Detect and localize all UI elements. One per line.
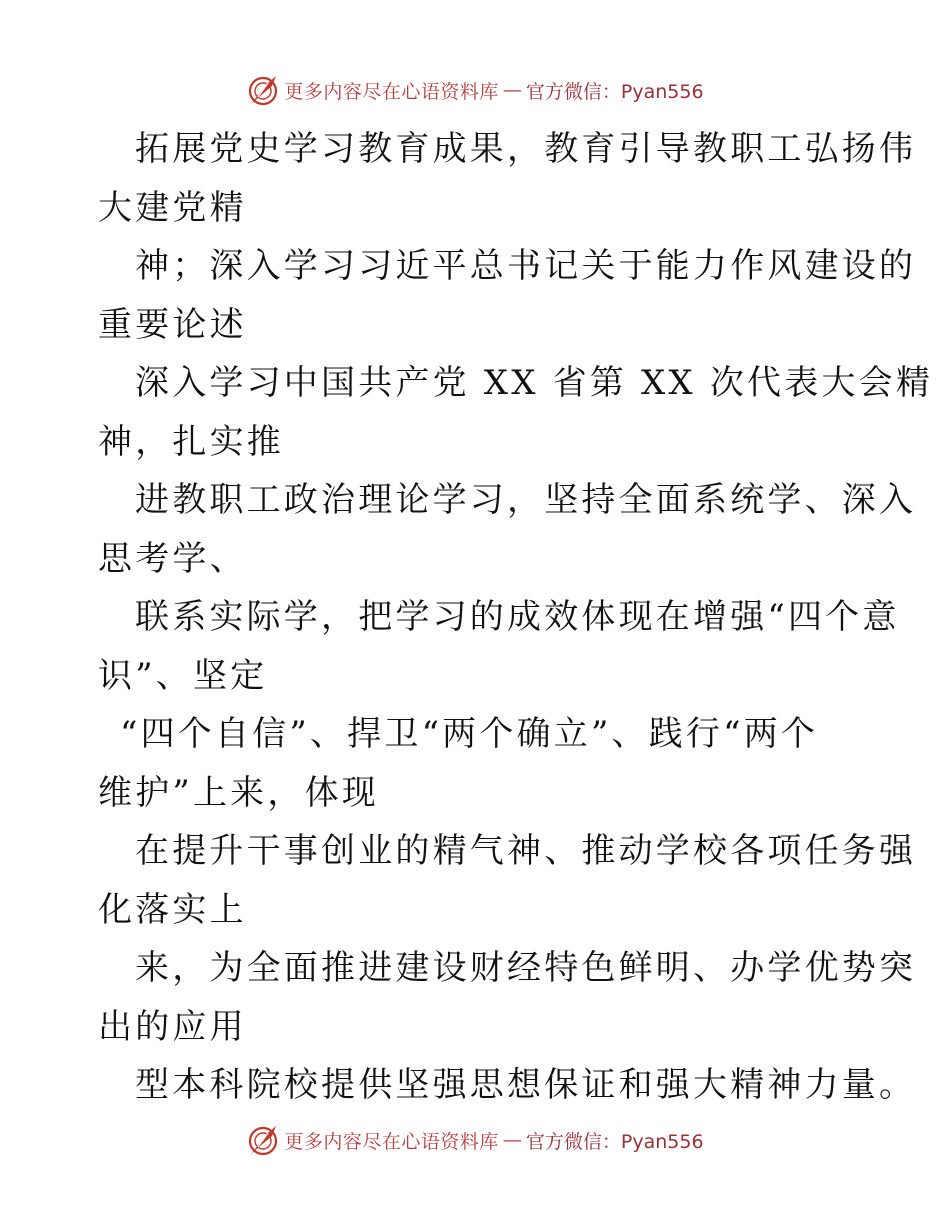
text-line: 出的应用 (98, 1006, 247, 1047)
footer-watermark-banner (0, 1118, 950, 1162)
text-line: 型本科院校提供坚强思想保证和强大精神力量。 (135, 1065, 917, 1105)
banner-contact-text: 官方微信：Pyan556 (525, 1130, 704, 1153)
footer-banner-content (246, 1123, 703, 1157)
text-line: 大建党精 (98, 187, 247, 228)
text-line: 思考学、 (98, 538, 247, 579)
text-line: “四个自信”、捍卫“两个确立”、践行“两个 (120, 714, 819, 754)
text-line: 识”、坚定 (98, 655, 268, 696)
text-line: 在提升干事创业的精气神、推动学校各项任务强 (135, 831, 917, 871)
text-line: 神；深入学习习近平总书记关于能力作风建设的 (135, 246, 917, 286)
document-body (98, 120, 934, 1115)
quill-pen-seal-icon (246, 73, 280, 107)
header-banner-content (246, 73, 703, 107)
banner-brand-text: 更多内容尽在心语资料库 (284, 1130, 499, 1153)
banner-separator: — (502, 79, 522, 101)
text-line: 进教职工政治理论学习，坚持全面系统学、深入 (135, 480, 917, 520)
text-line: 化落实上 (98, 889, 247, 930)
text-line: 拓展党史学习教育成果，教育引导教职工弘扬伟 (135, 129, 917, 169)
text-line: 维护”上来，体现 (98, 772, 379, 813)
text-line: 来，为全面推进建设财经特色鲜明、办学优势突 (135, 948, 917, 988)
quill-pen-seal-icon (246, 1123, 280, 1157)
banner-brand-text: 更多内容尽在心语资料库 (284, 80, 499, 103)
banner-contact-text: 官方微信：Pyan556 (525, 80, 704, 103)
text-line: 深入学习中国共产党 XX 省第 XX 次代表大会精 (135, 363, 934, 403)
text-line: 联系实际学，把学习的成效体现在增强“四个意 (135, 597, 900, 637)
header-watermark-banner (0, 68, 950, 112)
banner-separator: — (502, 1129, 522, 1151)
text-line: 重要论述 (98, 304, 247, 345)
text-line: 神，扎实推 (98, 421, 284, 462)
